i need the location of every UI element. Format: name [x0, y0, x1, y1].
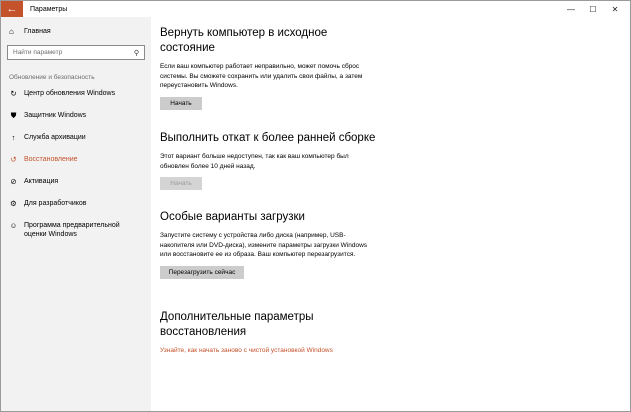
sidebar-item-recovery[interactable]	[1, 155, 151, 177]
window-controls	[560, 1, 626, 17]
sidebar-item-windows-update[interactable]	[1, 89, 151, 111]
search-input[interactable]	[7, 45, 145, 60]
close-icon: ✕	[611, 4, 619, 14]
upload-icon: ↑	[11, 133, 16, 142]
rollback-title: Выполнить откат к более ранней сборке	[160, 132, 376, 144]
developer-icon: ⚙	[10, 199, 17, 208]
home-label: Главная	[24, 28, 51, 35]
sidebar-item-label: Активация	[24, 178, 59, 185]
search-icon: ⚲	[133, 49, 139, 57]
back-arrow-icon: ←	[6, 3, 18, 15]
more-recovery-section	[160, 310, 620, 354]
title-bar	[1, 1, 630, 17]
sidebar-item-backup[interactable]	[1, 133, 151, 155]
sidebar-item-label: Программа предварительной оценки Windows	[24, 222, 120, 238]
maximize-icon: ☐	[589, 4, 597, 14]
reset-title: Вернуть компьютер в исходное состояние	[160, 27, 328, 54]
clean-install-link[interactable]: Узнайте, как начать заново с чистой установкой Windows	[160, 347, 333, 354]
sidebar-item-defender[interactable]	[1, 111, 151, 133]
sidebar-item-label: Для разработчиков	[24, 200, 87, 207]
restart-now-button[interactable]: Перезагрузить сейчас	[160, 266, 244, 279]
sidebar-nav	[1, 89, 151, 251]
rollback-section	[160, 131, 620, 190]
sidebar-item-label: Центр обновления Windows	[24, 90, 116, 97]
sidebar-item-developers[interactable]	[1, 199, 151, 221]
home-link[interactable]	[9, 27, 51, 36]
minimize-button[interactable]	[560, 1, 582, 17]
maximize-button[interactable]	[582, 1, 604, 17]
close-button[interactable]	[604, 1, 626, 17]
reset-section	[160, 26, 620, 110]
sidebar-item-label: Защитник Windows	[24, 112, 87, 119]
check-circle-icon: ⊘	[10, 177, 17, 186]
sidebar-item-label: Восстановление	[24, 156, 78, 163]
home-icon: ⌂	[9, 27, 14, 36]
reset-description: Если ваш компьютер работает неправильно, может помочь сброс системы. Вы сможете сохранить или удалить свои файлы, а затем переустановить Windows.	[160, 63, 363, 89]
sidebar-item-label: Служба архивации	[24, 134, 86, 141]
shield-icon: ⛊	[10, 111, 17, 120]
minimize-icon: —	[567, 4, 575, 14]
advanced-startup-description: Запустите систему с устройства либо диска (например, USB-накопителя или DVD-диска), измените параметры загрузки Windows или восстановите ее из образа. Ваш компьютер перезагрузится.	[160, 232, 368, 258]
sidebar	[1, 17, 151, 411]
search-placeholder: Найти параметр	[13, 49, 63, 56]
advanced-startup-section	[160, 210, 620, 279]
rollback-start-button[interactable]: Начать	[160, 177, 202, 190]
sidebar-item-insider[interactable]	[1, 221, 151, 251]
refresh-icon: ↻	[10, 89, 17, 98]
sidebar-section-label: Обновление и безопасность	[9, 74, 95, 81]
reset-start-button[interactable]: Начать	[160, 97, 202, 110]
window-title: Параметры	[30, 5, 68, 13]
rollback-description: Этот вариант больше недоступен, так как ваш компьютер был обновлен более 10 дней назад.	[160, 153, 349, 170]
sidebar-item-activation[interactable]	[1, 177, 151, 199]
more-recovery-title: Дополнительные параметры восстановления	[160, 311, 314, 338]
back-button[interactable]	[1, 1, 23, 17]
history-icon: ↺	[10, 155, 17, 164]
insider-icon: ☺	[9, 221, 18, 230]
advanced-startup-title: Особые варианты загрузки	[160, 211, 305, 223]
